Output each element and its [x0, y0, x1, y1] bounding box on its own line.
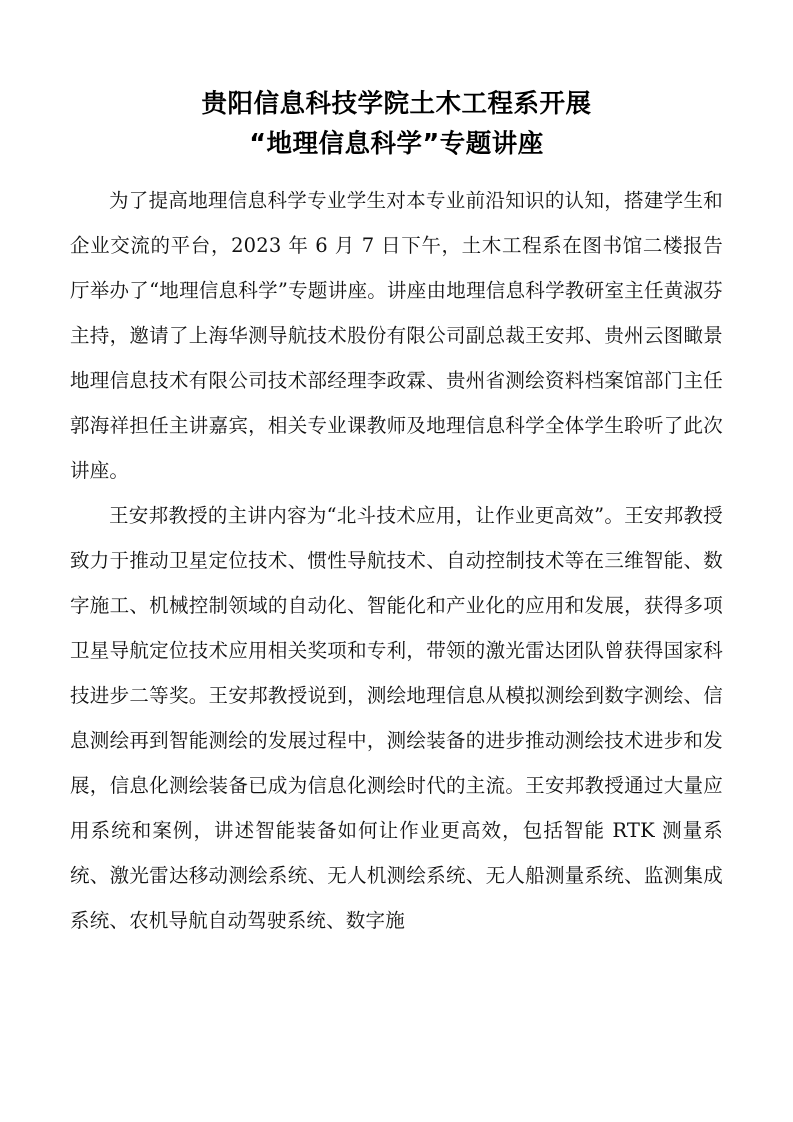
page-title-line-2: “地理信息科学”专题讲座 — [249, 129, 544, 159]
page-title — [70, 84, 723, 164]
body-paragraph-1: 为了提高地理信息科学专业学生对本专业前沿知识的认知，搭建学生和企业交流的平台，2023 年 6 月 7 日下午，土木工程系在图书馆二楼报告厅举办了“地理信息科学”专题讲座。讲座由地理信息科学教研室主任黄淑芬主持，邀请了上海华测导航技术股份有限公司副总裁王安邦、贵州云图瞰景地理信息技术有限公司技术部经理李政霖、贵州省测绘资料档案馆部门主任郭海祥担任主讲嘉宾，相关专业课教师及地理信息科学全体学生聆听了此次讲座。 — [70, 189, 723, 482]
body-paragraph-2: 王安邦教授的主讲内容为“北斗技术应用，让作业更高效”。王安邦教授致力于推动卫星定位技术、惯性导航技术、自动控制技术等在三维智能、数字施工、机械控制领域的自动化、智能化和产业化的应用和发展，获得多项卫星导航定位技术应用相关奖项和专利，带领的激光雷达团队曾获得国家科技进步二等奖。王安邦教授说到，测绘地理信息从模拟测绘到数字测绘、信息测绘再到智能测绘的发展过程中，测绘装备的进步推动测绘技术进步和发展，信息化测绘装备已成为信息化测绘时代的主流。王安邦教授通过大量应用系统和案例，讲述智能装备如何让作业更高效，包括智能 RTK 测量系统、激光雷达移动测绘系统、无人机测绘系统、无人船测量系统、监测集成系统、农机导航自动驾驶系统、数字施 — [70, 504, 723, 932]
page-title-line-1: 贵阳信息科技学院土木工程系开展 — [201, 89, 592, 119]
